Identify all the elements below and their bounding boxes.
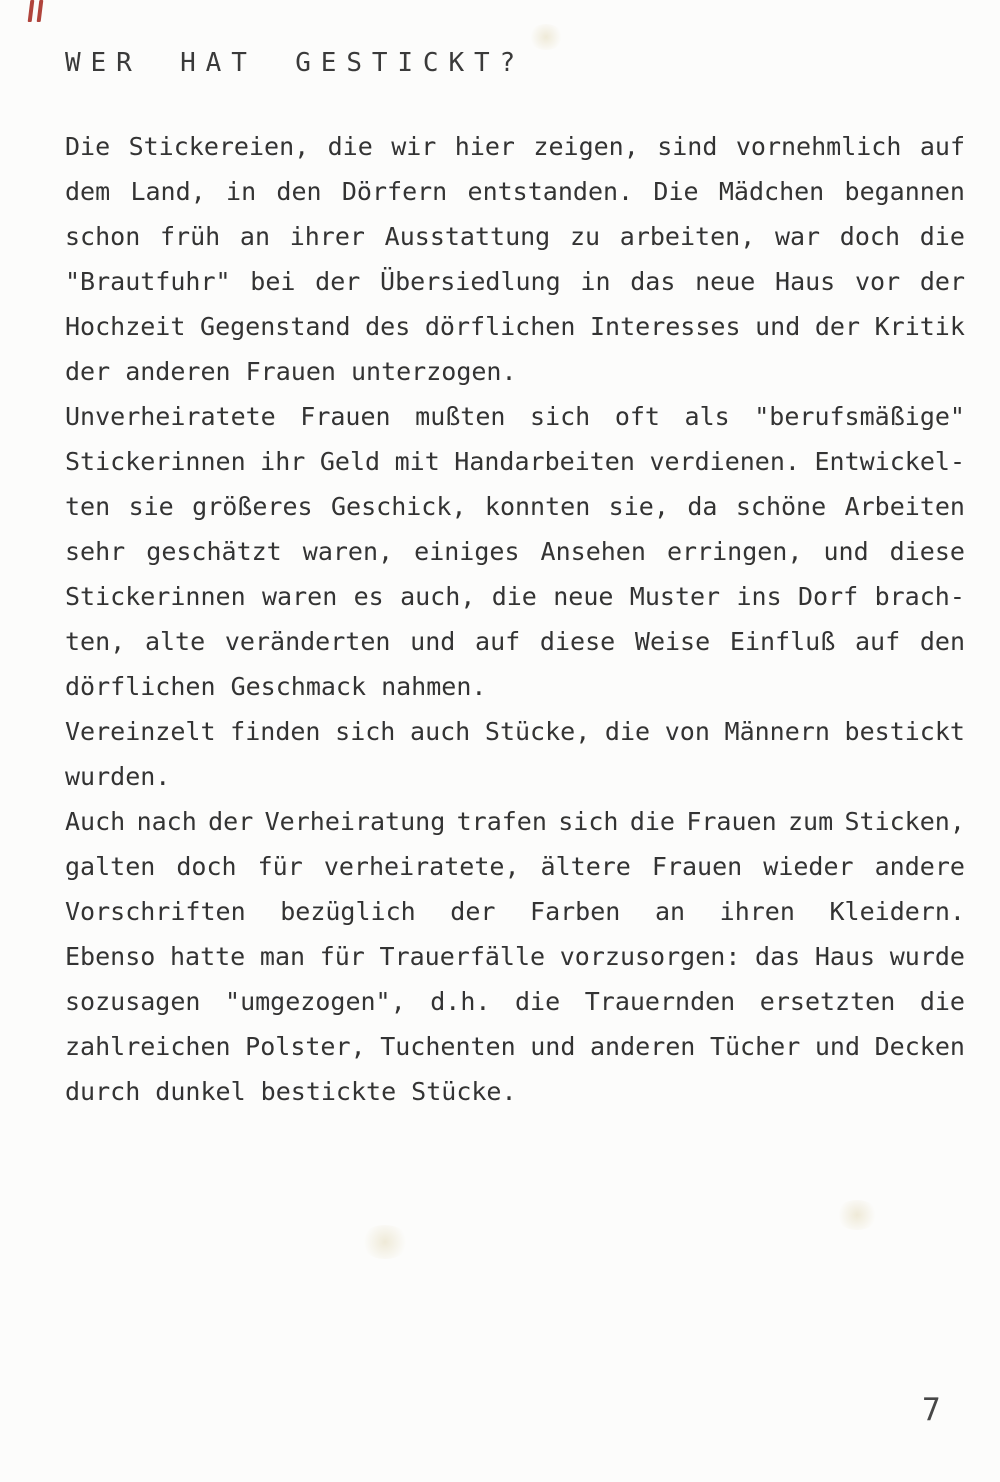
text-line: Die Stickereien, die wir hier zeigen, sind vornehmlich auf [65, 132, 965, 161]
page-number: 7 [922, 1392, 941, 1428]
text-line: Stickerinnen waren es auch, die neue Muster ins Dorf brach- [65, 582, 965, 611]
text-line: Stickerinnen ihr Geld mit Handarbeiten verdienen. Entwickel- [65, 447, 965, 476]
body-text [65, 124, 965, 1114]
text-line: Vereinzelt finden sich auch Stücke, die von Männern bestickt [65, 717, 965, 746]
scan-smudge [835, 1200, 879, 1230]
text-line: dem Land, in den Dörfern entstanden. Die Mädchen begannen [65, 177, 965, 206]
text-line: sehr geschätzt waren, einiges Ansehen erringen, und diese [65, 537, 965, 566]
scan-smudge [360, 1225, 410, 1259]
text-line: durch dunkel bestickte Stücke. [65, 1077, 517, 1106]
red-mark-stroke [28, 0, 35, 22]
text-line: der anderen Frauen unterzogen. [65, 357, 517, 386]
page-title: WER HAT GESTICKT? [65, 48, 526, 78]
text-line: dörflichen Geschmack nahmen. [65, 672, 487, 701]
scan-smudge [528, 24, 564, 50]
text-line: Unverheiratete Frauen mußten sich oft als "berufsmäßige" [65, 402, 965, 431]
text-line: Vorschriften bezüglich der Farben an ihren Kleidern. [65, 897, 965, 926]
text-line: Ebenso hatte man für Trauerfälle vorzusorgen: das Haus wurde [65, 942, 965, 971]
text-line: zahlreichen Polster, Tuchenten und anderen Tücher und Decken [65, 1032, 965, 1061]
red-binding-mark [29, 0, 42, 22]
text-line: ten, alte veränderten und auf diese Weise Einfluß auf den [65, 627, 965, 656]
text-line: ten sie größeres Geschick, konnten sie, da schöne Arbeiten [65, 492, 965, 521]
red-mark-stroke [37, 0, 44, 22]
text-line: schon früh an ihrer Ausstattung zu arbeiten, war doch die [65, 222, 965, 251]
text-line: Hochzeit Gegenstand des dörflichen Interesses und der Kritik [65, 312, 965, 341]
text-line: wurden. [65, 762, 171, 791]
text-line: Auch nach der Verheiratung trafen sich die Frauen zum Sticken, [65, 807, 965, 836]
text-line: sozusagen "umgezogen", d.h. die Trauernden ersetzten die [65, 987, 965, 1016]
text-line: galten doch für verheiratete, ältere Frauen wieder andere [65, 852, 965, 881]
text-line: "Brautfuhr" bei der Übersiedlung in das neue Haus vor der [65, 267, 965, 296]
